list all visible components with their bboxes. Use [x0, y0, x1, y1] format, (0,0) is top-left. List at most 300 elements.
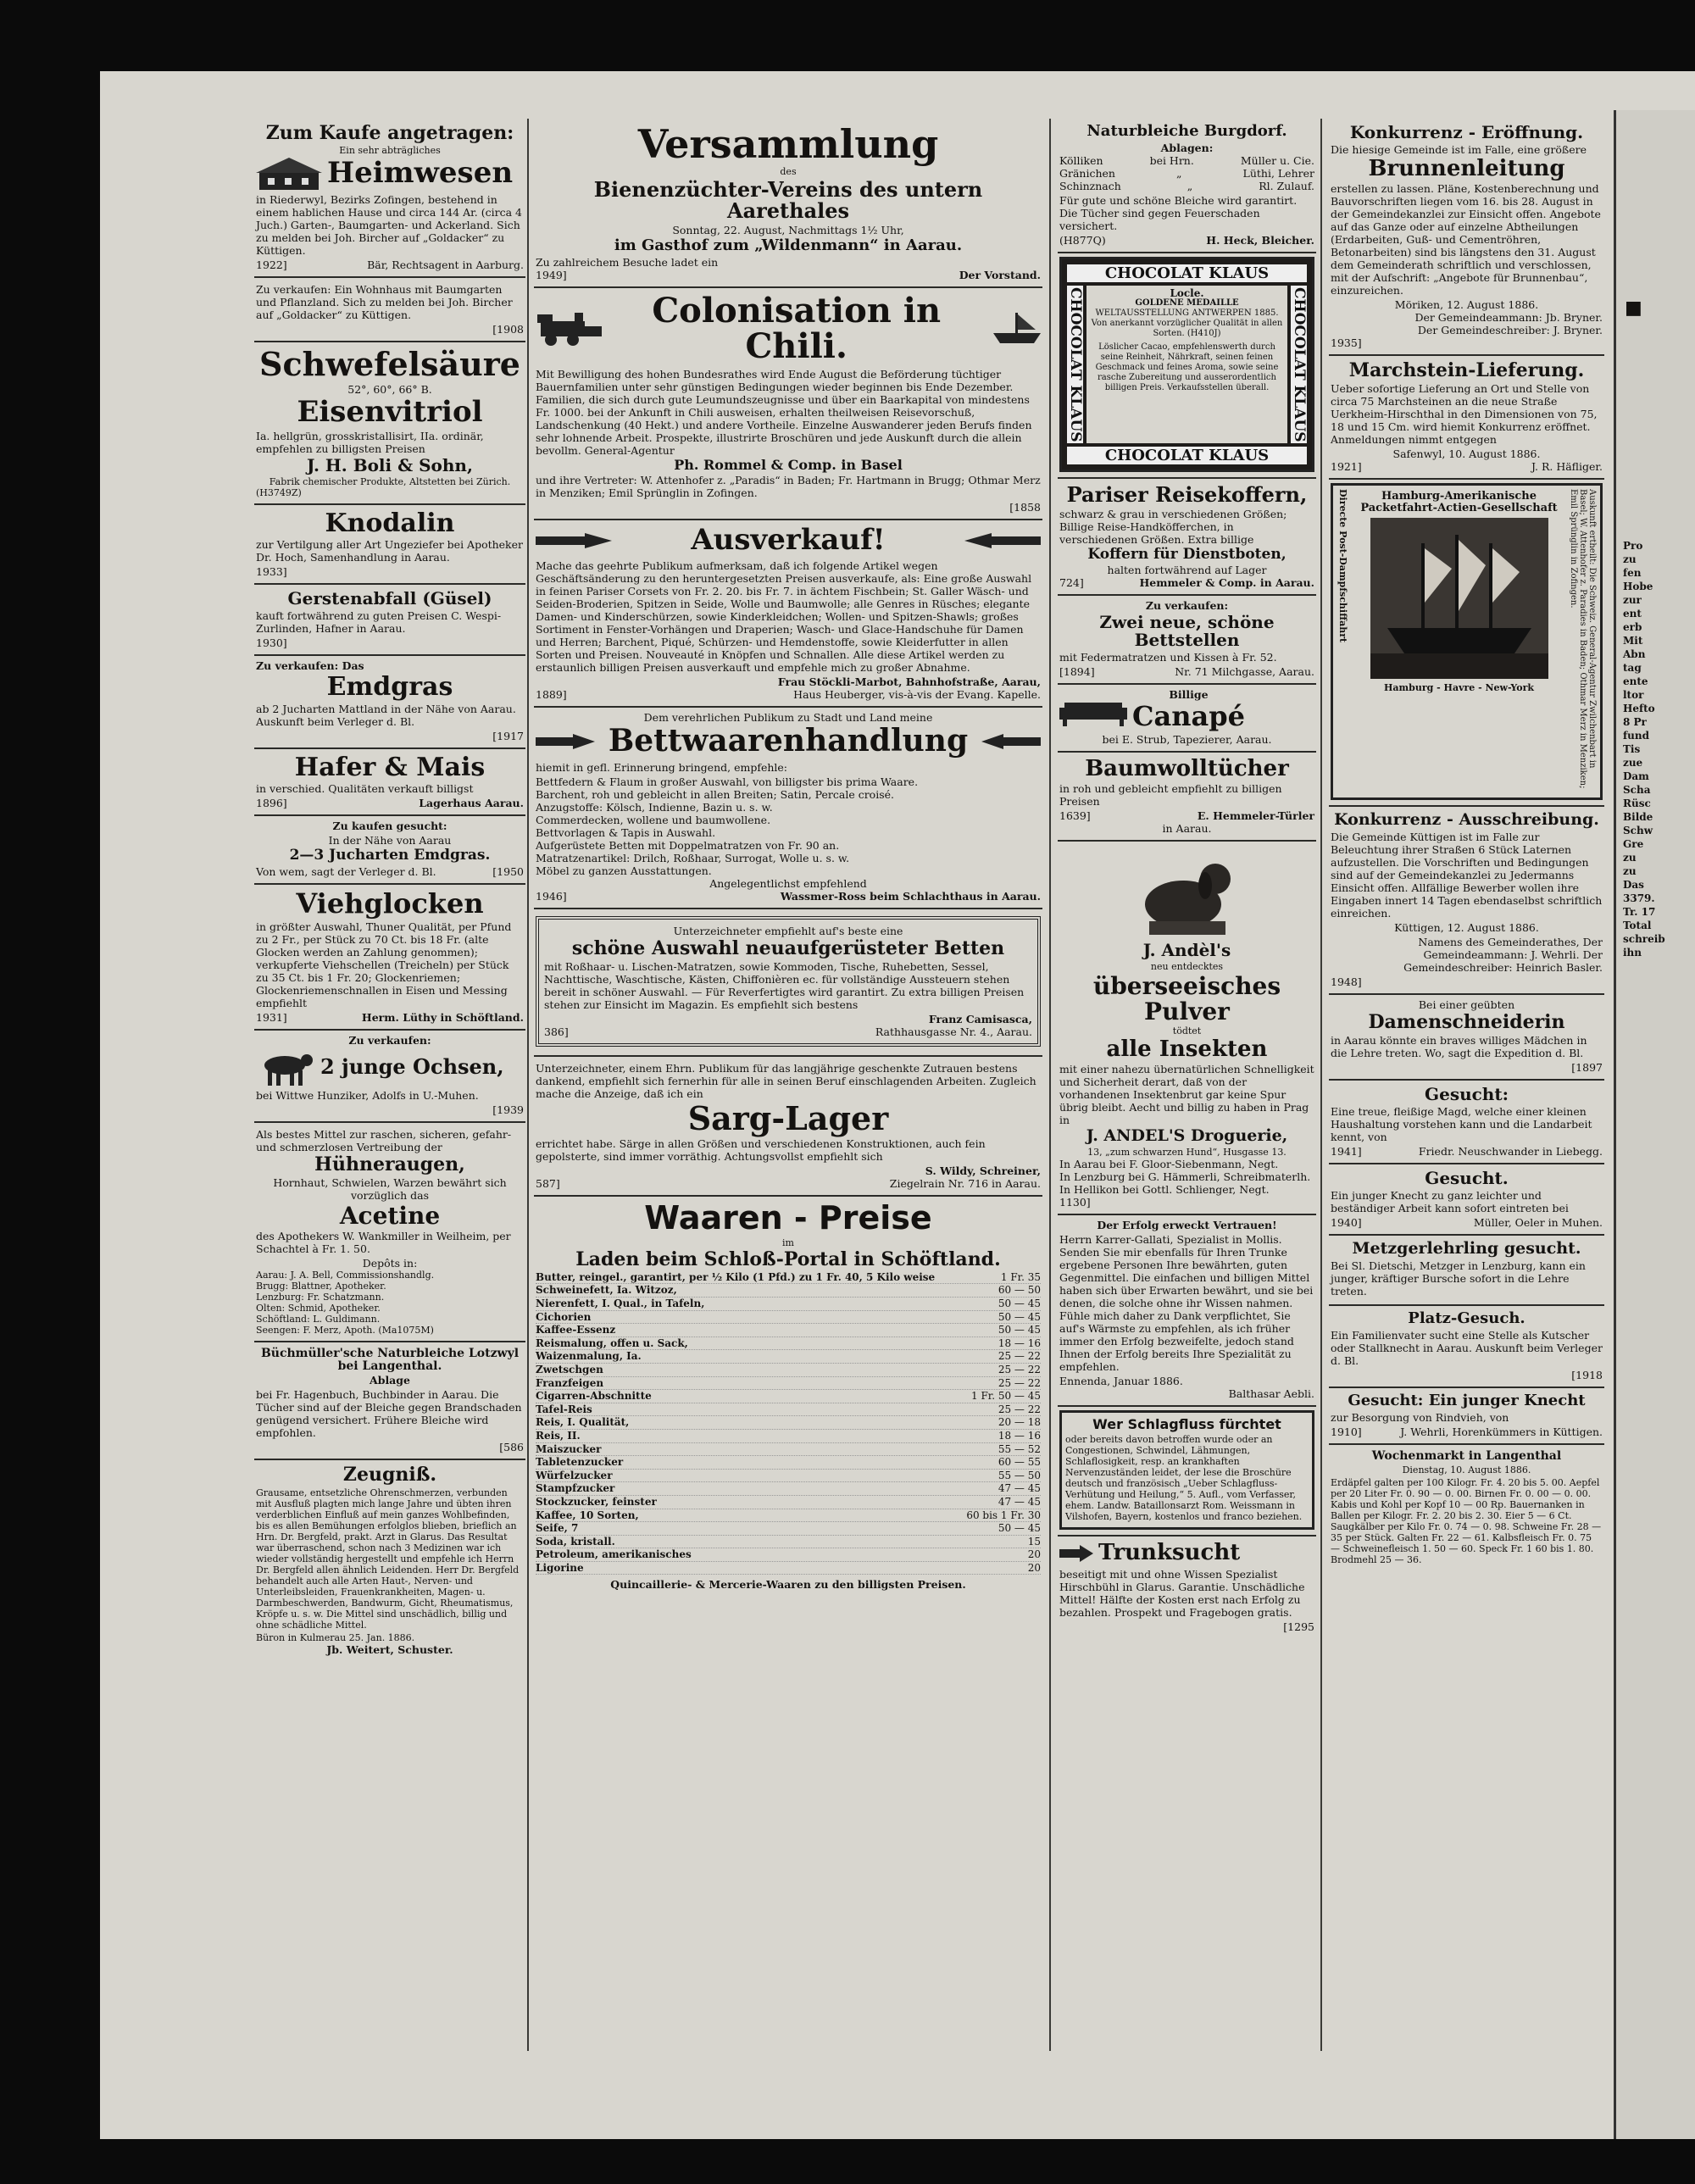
pointing-hand-icon [1059, 1543, 1093, 1564]
ad-agent: Auskunft ertheilt: Die Schweiz. General-Agentur Zwilchenbart in Basel; W. Attenhofer z. Paradies in Baden; Othmar Merz in Menziken; Emil Sprünglin in Zofingen. [1569, 489, 1597, 789]
ad-body: Erdäpfel galten per 100 Kilogr. Fr. 4. 20 bis 5. 00. Aepfel per 20 Liter Fr. 0. 90 — 0. 00. Birnen Fr. 0. 00 — 0. 00. Kabis und Kohl per Kopf 10 — 00 Rp. Bauernanken in Ballen per Kilogr. Fr. 2. 20 bis 2. 30. Eier 5 — 6 Ct. Saugkälber per Kilo Fr. 0. 74 — 0. 98. Schweine Fr. 28 — 35 per Stück. Galten Fr. 22 — 61. Kalbsfleisch Fr. 0. 75 — Schweinefleisch 1. 50 — 60. Speck Fr. 1 60 bis 1. 80. Brodmehl 25 — 36. [1331, 1476, 1602, 1565]
ad-heading: Billige [1169, 688, 1209, 702]
column-3 [1058, 119, 1316, 2059]
price-row [536, 1403, 1041, 1417]
fragment-text: Abn [1623, 648, 1646, 660]
fragment-text: Hobe [1623, 581, 1653, 592]
price-row [536, 1548, 1041, 1562]
ad-number: 1922] [256, 258, 287, 272]
ad-when: Sonntag, 22. August, Nachmittags 1½ Uhr, [672, 223, 904, 236]
ad-depots-list [1059, 1158, 1314, 1196]
ad-body: in größter Auswahl, Thuner Qualität, per Pfund zu 2 Fr., per Stück zu 70 Ct. bis 18 Fr. (alte Glocken werden an Zahlung genommen); verkupferte Viehschellen (Treicheln) per Stück zu 35 Ct. bis 1 Fr. 20; Glockenriemen; Glockenriemenschnallen in Eisen und Messing empfiehlt [256, 920, 512, 1009]
ad-title: Heimwesen [327, 156, 514, 191]
price-value: 47 — 45 [998, 1495, 1041, 1508]
ad-title: Zeugniß. [342, 1464, 437, 1487]
ad-damenschneiderin [1329, 995, 1604, 1081]
ad-signature: Müller, Oeler in Muhen. [1473, 1216, 1603, 1230]
table-cell: Kölliken [1059, 153, 1103, 167]
fragment-text: Pro [1623, 540, 1643, 552]
ad-platz-gesuch [1329, 1306, 1604, 1388]
price-value: 18 — 16 [998, 1337, 1041, 1349]
price-value: 55 — 52 [998, 1442, 1041, 1455]
ad-place: Safenwyl, 10. August 1886. [1392, 447, 1541, 461]
ad-body-2: errichtet habe. Särge in allen Größen und verschiedenen Konstruktionen, auch fein gepolsterte, sind immer vorräthig. Achtungsvollst empfiehlt sich [536, 1136, 986, 1163]
table-row [1059, 154, 1314, 167]
ad-title: Wer Schlagfluss fürchtet [1092, 1416, 1281, 1433]
column-2 [534, 119, 1042, 2059]
table-cell: Müller u. Cie. [1240, 153, 1314, 167]
ad-title: Wochenmarkt in Langenthal [1371, 1449, 1562, 1464]
list-item: In Aarau bei F. Gloor-Siebenmann, Negt. [1059, 1158, 1279, 1171]
price-row [536, 1324, 1041, 1337]
ad-invitation: Zu zahlreichem Besuche ladet ein [536, 255, 719, 269]
ox-icon [256, 1047, 315, 1087]
house-icon [256, 156, 322, 192]
fragment-text: ltor [1623, 689, 1644, 701]
ad-signature-2: Der Gemeindeschreiber: J. Bryner. [1417, 324, 1603, 337]
ad-subtitle: Laden beim Schloß-Portal in Schöftland. [575, 1248, 1001, 1270]
ad-title-2: alle Insekten [1106, 1036, 1268, 1063]
ad-signature: J. R. Häfliger. [1531, 460, 1603, 474]
price-value: 50 — 45 [998, 1310, 1041, 1323]
ad-signature: Jb. Weitert, Schuster. [326, 1642, 453, 1656]
price-row [536, 1430, 1041, 1443]
ad-body: hiemit in gefl. Erinnerung bringend, empfehle: [536, 760, 788, 774]
ad-heading: Unterzeichneter empfiehlt auf's beste eine [673, 924, 903, 937]
ad-title: 2—3 Jucharten Emdgras. [289, 847, 491, 864]
ad-body: Bei einer geübten [1418, 998, 1515, 1012]
ship-icon [992, 311, 1041, 347]
ad-number: [1894] [1059, 665, 1095, 679]
adjacent-page-mark: ■ [1625, 297, 1642, 319]
ad-body-2: erstellen zu lassen. Pläne, Kostenberechnung und Bauvorschriften liegen vom 16. bis 28. August in der Gemeindekanzlei zur Einsicht offen. Angebote auf das Ganze oder auf einzelne Abtheilungen (Erdarbeiten, Guß- und Cementröhren, Betonarbeiten) sind bis längstens den 31. August dem Gemeinderath schriftlich und verschlossen, mit der Aufschrift: „Angebote für Brunnenbau“, einzureichen. [1331, 182, 1601, 297]
ad-body: in roh und gebleicht empfiehlt zu billigen Preisen [1059, 782, 1282, 809]
fragment-text: fund [1623, 730, 1650, 742]
ad-signature: E. Hemmeler-Türler [1197, 809, 1314, 823]
price-item: Stampfzucker [536, 1482, 615, 1495]
ad-frame [536, 916, 1041, 1047]
ad-title: Gesucht. [1425, 1168, 1509, 1189]
ad-schlagfluss [1058, 1407, 1316, 1537]
ad-bettwaarenhandlung [534, 708, 1042, 909]
ad-body: Mache das geehrte Publikum aufmerksam, daß ich folgende Artikel wegen Geschäftsänderung zu den heruntergesetzten Preisen ausverkaufe, als: Eine große Auswahl in feinen Pariser Corsets von Fr. 2. 20. bis Fr. 7. in ächtem Fischbein; St. Galler Wäsch- und Seiden-Broderien, Spitzen in Seide, Wolle und Baumwolle; alle Genres in Rüsches; elegante Damen- und Kinderschürzen, sowie Kinderkleidchen; Wollen- und Spitzen-Shawls; großes Sortiment in Fenster-Vorhängen und Draperien; Wasch- und Glace-Handschuhe für Damen und Herren; Barchent, Piqué, Schürzen- und Hemdenstoffe, sowie Kleiderfutter in allen Sorten und Preisen. Nouveauté in Knöpfen und Schnallen. Alle diese Artikel werden zu erstaunlich billigen Preisen ausverkauft und empfehle mich zu großer Abnahme. [536, 559, 1032, 675]
price-row [536, 1482, 1041, 1496]
ad-body: mit Federmatratzen und Kissen à Fr. 52. [1059, 651, 1277, 664]
ad-side-text: Directe Post-Dampfschiffahrt [1337, 489, 1348, 643]
ad-item-list [536, 775, 1041, 877]
ad-bettstellen [1058, 596, 1316, 685]
list-item: Barchent, roh und gebleicht in allen Breiten; Satin, Percale croisé. [536, 787, 894, 801]
ad-heading: Zu verkaufen: Das [256, 659, 364, 673]
ad-title: Hühneraugen, [314, 1153, 465, 1175]
ad-trunksucht [1058, 1537, 1316, 1638]
ad-number: 1946] [536, 889, 567, 903]
ad-versammlung [534, 119, 1042, 288]
ad-ausverkauf [534, 520, 1042, 708]
ad-title: schöne Auswahl neuaufgerüsteter Betten [571, 936, 1005, 959]
price-row [536, 1509, 1041, 1523]
list-item: Seengen: F. Merz, Apoth. (Ma1075M) [256, 1325, 434, 1337]
ad-body: bei Fr. Hagenbuch, Buchbinder in Aarau. Die Tücher sind auf der Bleiche gegen Brandschaden genügend versichert. Frühere Bleiche wird empfohlen. [256, 1388, 522, 1440]
fragment-text: Mit [1623, 635, 1643, 647]
ad-where: im Gasthof zum „Wildenmann“ in Aarau. [614, 236, 963, 254]
ad-exhibition: WELTAUSSTELLUNG ANTWERPEN 1885. [1095, 308, 1279, 318]
ad-body: Ein Familienvater sucht eine Stelle als Kutscher oder Stallknecht in Aarau. Auskunft beim Verleger d. Bl. [1331, 1329, 1603, 1368]
ad-number: [1939 [492, 1103, 524, 1116]
price-value: 25 — 22 [998, 1350, 1041, 1363]
ad-title: Viehglocken [296, 887, 484, 920]
ad-body: Bei Sl. Dietschi, Metzger in Lenzburg, kann ein junger, kräftiger Bursche sofort in die Lehre treten. [1331, 1259, 1586, 1298]
ad-number: [1908 [492, 323, 524, 336]
ad-signature: Namens des Gemeinderathes, Der Gemeindeammann: J. Wehrli. Der Gemeindeschreiber: Heinrich Basler. [1403, 936, 1603, 975]
ad-signature: Lagerhaus Aarau. [419, 797, 524, 810]
price-value: 47 — 45 [998, 1482, 1041, 1495]
price-item: Nierenfett, I. Qual., in Tafeln, [536, 1298, 705, 1309]
pointing-hand-icon [536, 732, 595, 751]
list-item: Möbel zu ganzen Ausstattungen. [536, 864, 712, 877]
ad-body: bei Wittwe Hunziker, Adolfs in U.-Muhen. [256, 1088, 479, 1102]
ad-article: des [780, 166, 797, 178]
ad-ochsen [254, 1031, 525, 1123]
price-item: Butter, reingel., garantirt, per ½ Kilo (1 Pfd.) zu 1 Fr. 40, 5 Kilo weise [536, 1270, 936, 1283]
ad-body: Die hiesige Gemeinde ist im Falle, eine größere [1331, 143, 1587, 156]
ad-body: Zu verkaufen: Ein Wohnhaus mit Baumgarten und Pflanzland. Sich zu melden bei Joh. Bircher auf „Goldacker“ zu Küttigen. [256, 283, 513, 322]
fragment-text: 8 Pr [1623, 716, 1647, 728]
fragment-text: Tr. 17 [1623, 906, 1656, 918]
list-item: Lenzburg: Fr. Schatzmann. [256, 1292, 385, 1303]
ad-title: Knodalin [325, 508, 455, 538]
ad-address: Rathhausgasse Nr. 4., Aarau. [875, 1025, 1032, 1038]
list-item: Matratzenartikel: Drilch, Roßhaar, Surrogat, Wolle u. s. w. [536, 851, 850, 864]
price-item: Würfelzucker [536, 1469, 613, 1481]
fragment-text: zur [1623, 594, 1642, 606]
ad-body: Unterzeichneter, einem Ehrn. Publikum für das langjährige geschenkte Zutrauen bestens dankend, empfiehlt sich fernerhin für alle in seinen Beruf einschlagenden Arbeiten. Zugleich mache die Anzeige, daß ich ein [536, 1061, 1036, 1100]
ad-signature: Der Gemeindeammann: Jb. Bryner. [1414, 311, 1603, 325]
ad-body: Ueber sofortige Lieferung an Ort und Stelle von circa 75 Marchsteinen an die neue Straße Uerkheim-Hirschthal in den Dimensionen von 75, 18 und 15 Cm. wird hiemit Konkurrenz eröffnet. Anmeldungen nimmt entgegen [1331, 382, 1598, 447]
fragment-text: Hefto [1623, 703, 1655, 714]
ad-preposition: im [782, 1236, 794, 1248]
price-value: 15 [1027, 1535, 1041, 1548]
ad-route: Hamburg - Havre - New-York [1383, 681, 1535, 693]
price-item: Petroleum, amerikanisches [536, 1548, 692, 1561]
ad-number: 1948] [1331, 975, 1362, 989]
ad-number: 1889] [536, 688, 567, 702]
ad-body: Ein junger Knecht zu ganz leichter und beständiger Arbeit kann sofort eintreten bei [1331, 1189, 1569, 1215]
ad-firm: J. H. Boli & Sohn, [307, 454, 473, 475]
table-cell: Lüthi, Lehrer [1242, 166, 1314, 180]
ad-viehglocken [254, 885, 525, 1031]
ad-chocolat-klaus [1058, 253, 1316, 480]
ad-signature: Franz Camisasca, [928, 1012, 1032, 1025]
ad-title: Baumwolltücher [1085, 756, 1289, 782]
ad-signature: H. Heck, Bleicher. [1206, 233, 1314, 247]
ad-title: Marchstein-Lieferung. [1348, 359, 1585, 382]
price-value: 50 — 45 [998, 1522, 1041, 1535]
ad-number: [586 [499, 1441, 524, 1454]
ad-number: 1130] [1059, 1196, 1091, 1209]
ad-junger-knecht [1329, 1388, 1604, 1445]
fragment-text: 3379. [1623, 892, 1655, 904]
ad-heimwesen [254, 119, 525, 278]
ad-waaren-preise [534, 1197, 1042, 1597]
ad-title: Bettwaarenhandlung [608, 723, 969, 759]
price-row [536, 1390, 1041, 1403]
price-value: 60 — 50 [998, 1284, 1041, 1297]
ad-depot-table [1059, 154, 1314, 192]
ad-place: Büron in Kulmerau 25. Jan. 1886. [256, 1631, 415, 1643]
fragment-text: Dam [1623, 770, 1649, 782]
ad-body: Von anerkannt vorzüglicher Qualität in allen Sorten. (H410J) [1091, 318, 1283, 338]
ad-body: Für gute und schöne Bleiche wird garantirt. Die Tücher sind gegen Feuerschaden versichert. [1059, 193, 1298, 232]
ad-signature: bei E. Strub, Tapezierer, Aarau. [1102, 733, 1272, 747]
ad-body: zur Besorgung von Rindvieh, von [1331, 1411, 1509, 1425]
price-row [536, 1416, 1041, 1430]
ad-canape [1058, 685, 1316, 753]
ad-signature: Friedr. Neuschwander in Liebegg. [1418, 1145, 1603, 1159]
column-rule [1049, 119, 1051, 2051]
price-value: 60 — 55 [998, 1456, 1041, 1469]
fragment-text: ent [1623, 608, 1642, 620]
price-list [536, 1271, 1041, 1575]
ad-title: Konkurrenz - Eröffnung. [1349, 122, 1584, 142]
fragment-text: erb [1623, 621, 1642, 633]
ad-depots-heading: Depôts in: [362, 1257, 418, 1270]
price-item: Cigarren-Abschnitte [536, 1390, 652, 1403]
ad-title: Metzgerlehrling gesucht. [1352, 1239, 1581, 1259]
dog-illustration-icon [1124, 847, 1251, 940]
price-item: Seife, 7 [536, 1522, 579, 1535]
list-item: Aarau: J. A. Bell, Commissionshandlg. [256, 1270, 435, 1281]
ad-gerstenabfall [254, 585, 525, 656]
table-cell: Gränichen [1059, 166, 1115, 180]
ad-heading: Der Erfolg erweckt Vertrauen! [1097, 1219, 1277, 1232]
ad-place: Küttigen, 12. August 1886. [1394, 921, 1539, 935]
chocolat-klaus-panel [1059, 257, 1314, 473]
price-item: Tabletenzucker [536, 1456, 624, 1469]
ad-signature: Hemmeler & Comp. in Aarau. [1139, 576, 1314, 590]
ad-schwefelsaeure [254, 342, 525, 505]
list-item: In Lenzburg bei G. Hämmerli, Schreibmaterlh. [1059, 1170, 1311, 1184]
price-value: 18 — 16 [998, 1429, 1041, 1442]
price-value: 60 bis 1 Fr. 30 [966, 1509, 1041, 1521]
ad-naturbleiche-burgdorf [1058, 119, 1316, 253]
ad-number: 1639] [1059, 809, 1091, 823]
ad-number: 724] [1059, 576, 1084, 590]
ad-number: [1295 [1283, 1620, 1314, 1634]
ad-body-2: Von wem, sagt der Verleger d. Bl. [256, 865, 436, 879]
ad-body: Eine treue, fleißige Magd, welche einer kleinen Haushaltung vorstehen kann und die Landarbeit kennt, von [1331, 1105, 1592, 1144]
ad-body: mit Roßhaar- u. Lischen-Matratzen, sowie Kommoden, Tische, Ruhebetten, Sessel, Nachttische, Waschtische, Kästen, Chiffonièren ec. für vollständige Aussteuern stehen bereit in schöner Auswahl. — Für Reverfertigtes wird garantirt. Zu extra billigen Preisen stehen zur Einsicht im Magazin. Es empfiehlt sich bestens [544, 959, 1025, 1011]
ad-firm: J. ANDEL'S Droguerie, [1086, 1126, 1288, 1146]
price-row [536, 1337, 1041, 1351]
ad-body: Als bestes Mittel zur raschen, sicheren, gefahr- und schmerzlosen Vertreibung der [256, 1127, 512, 1153]
column-1 [254, 119, 525, 2059]
fragment-text: Tis [1623, 743, 1641, 755]
ad-wohnhaus [254, 278, 525, 342]
fragment-text: Total [1623, 920, 1652, 931]
price-value: 50 — 45 [998, 1298, 1041, 1309]
ad-title: Gesucht: [1425, 1084, 1509, 1105]
table-row [1059, 167, 1314, 180]
price-value: 55 — 50 [998, 1469, 1041, 1481]
ad-title: Damenschneiderin [1368, 1011, 1565, 1034]
table-cell: Rl. Zulauf. [1259, 179, 1314, 192]
ad-firm-address: 13, „zum schwarzen Hund“, Husgasse 13. [1087, 1147, 1287, 1159]
price-item: Reismalung, offen u. Sack, [536, 1337, 688, 1349]
ad-hafer-mais [254, 749, 525, 817]
ad-title: Emdgras [326, 672, 453, 703]
ad-signature: S. Wildy, Schreiner, [925, 1164, 1041, 1177]
price-item: Franzfeigen [536, 1376, 604, 1389]
sofa-icon [1059, 694, 1127, 728]
price-row [536, 1536, 1041, 1549]
ad-acetine [254, 1123, 525, 1342]
ad-number: 1931] [256, 1010, 287, 1024]
price-item: Maiszucker [536, 1442, 602, 1455]
ad-reisekoffern [1058, 479, 1316, 596]
fragment-text: zu [1623, 553, 1637, 565]
ad-body: oder bereits davon betroffen wurde oder an Congestionen, Schwindel, Lähmungen, Schlaflosigkeit, resp. an krankhaften Nervenzuständen leidet, der lese die Broschüre deutsch und französisch „Ueber Schlagfluss-Verhütung und Heilung,“ 5. Aufl., vom Verfasser, ehem. Landw. Bataillonsarzt Rom. Weissmann in Vilshofen, Bayern, kostenlos und franco beziehen. [1065, 1434, 1303, 1523]
ad-medal: GOLDENE MEDAILLE [1135, 297, 1239, 308]
ad-brand-top: CHOCOLAT KLAUS [1067, 264, 1307, 282]
price-item: Waizenmalung, Ia. [536, 1350, 642, 1363]
price-row [536, 1443, 1041, 1457]
fragment-text: zue [1623, 757, 1643, 769]
table-cell: bei Hrn. [1149, 153, 1194, 167]
list-item: Brugg: Blattner, Apotheker. [256, 1281, 386, 1292]
ad-title: Zwei neue, schöne Bettstellen [1099, 612, 1275, 651]
ad-subheading: Ablagen: [1160, 141, 1214, 154]
table-cell: Schinznach [1059, 179, 1121, 192]
ad-number: [1858 [1009, 501, 1041, 514]
price-value: 20 [1027, 1561, 1041, 1574]
price-row [536, 1496, 1041, 1509]
ad-place: Ennenda, Januar 1886. [1059, 1375, 1183, 1388]
ad-closing: Angelegentlichst empfehlend [709, 876, 867, 890]
ad-address: in Aarau. [1162, 822, 1212, 836]
ad-brand-right: CHOCOLAT KLAUS [1291, 286, 1308, 442]
ad-title: Hamburg-Amerikanische Packetfahrt-Actien-Gesellschaft [1360, 490, 1558, 515]
ad-body: kauft fortwährend zu guten Preisen C. Wespi-Zurlinden, Hafner in Aarau. [256, 609, 502, 636]
ad-body-2: Löslicher Cacao, empfehlenswerth durch seine Reinheit, Nährkraft, seinen feinen Geschmack und feines Aroma, sowie seine rasche Zubereitung und ausserordentlich billigen Preis. Verkaufsstellen überall. [1095, 342, 1279, 392]
fragment-text: Das [1623, 879, 1644, 891]
ad-body: mit einer nahezu übernatürlichen Schnelligkeit und Sicherheit derart, daß von der vorhandenen Insektenbrut gar keine Spur übrig bleibt. Aecht und billig zu haben in Prag in [1059, 1063, 1314, 1127]
ad-body: ab 2 Jucharten Mattland in der Nähe von Aarau. Auskunft beim Verleger d. Bl. [256, 702, 516, 728]
ad-brand-left: CHOCOLAT KLAUS [1067, 286, 1084, 442]
price-item: Reis, II. [536, 1429, 581, 1442]
table-row [1059, 180, 1314, 192]
ad-title: überseeisches Pulver [1092, 972, 1281, 1025]
ad-number: [1950 [492, 865, 524, 879]
ad-number: 1921] [1331, 460, 1362, 474]
ad-marchstein [1329, 356, 1604, 480]
ad-firm-name: J. Andèl's [1142, 940, 1231, 961]
ad-footer: Quincaillerie- & Mercerie-Waaren zu den billigsten Preisen. [610, 1578, 966, 1592]
ad-zeugnis [254, 1460, 525, 1660]
table-cell: „ [1186, 179, 1193, 192]
ad-body: Mit Bewilligung des hohen Bundesrathes wird Ende August die Beförderung tüchtiger Bauernfamilien unter sehr günstigen Bedingungen wieder beginnen bis Ende Dezember. Familien, die sich durch gute Leumundszeugnisse und über ein Baarkapital von mindestens Fr. 1000. bei der Ankunft in Chili ausweisen, erhalten theilweisen Reisevorschuß, Landschenkung (40 Hekt.) und andere Vortheile. Einzelne Auswanderer jeden Berufs finden sehr lohnende Arbeit. Prospekte, illustrirte Broschüren und jede Auskunft durch die allein bevollm. General-Agentur [536, 367, 1032, 457]
price-row [536, 1364, 1041, 1377]
ad-signature: Wassmer-Ross beim Schlachthaus in Aarau. [780, 889, 1041, 903]
price-row [536, 1470, 1041, 1483]
ad-brand-bottom: CHOCOLAT KLAUS [1067, 447, 1307, 464]
ad-body: beseitigt mit und ohne Wissen Spezialist Hirschbühl in Glarus. Garantie. Unschädliche Mittel! Hälfte der Kosten erst nach Erfolg zu bezahlen. Prospekt und Fragebogen gratis. [1059, 1568, 1305, 1620]
ad-title: Büchmüller'sche Naturbleiche Lotzwyl bei Langenthal. [260, 1347, 520, 1373]
ad-number: 587] [536, 1176, 560, 1190]
list-item: Olten: Schmid, Apotheker. [256, 1303, 381, 1314]
price-value: 20 [1027, 1548, 1041, 1561]
ad-mollis [1058, 1215, 1316, 1407]
ad-andel-pulver [1058, 842, 1316, 1215]
ad-place: Möriken, 12. August 1886. [1394, 298, 1539, 312]
price-row [536, 1284, 1041, 1298]
ad-title: Colonisation in Chili. [652, 290, 942, 366]
ad-address: Nr. 71 Milchgasse, Aarau. [1175, 665, 1314, 679]
ad-number: (H3749Z) [256, 486, 302, 498]
steamship-illustration-icon [1370, 518, 1548, 679]
fragment-text: ihn [1623, 947, 1642, 959]
ad-verb: tödtet [1172, 1025, 1202, 1037]
price-row [536, 1456, 1041, 1470]
ad-heading: Zu verkaufen: [348, 1033, 431, 1047]
ad-firm-detail: Fabrik chemischer Produkte, Altstetten bei Zürich. [269, 475, 511, 487]
ad-wochenmarkt [1329, 1445, 1604, 1572]
price-item: Zwetschgen [536, 1363, 603, 1375]
ad-heading: Zu kaufen gesucht: [332, 820, 447, 833]
ad-title-2: Koffern für Dienstboten, [1087, 545, 1287, 563]
ad-intro: Dem verehrlichen Publikum zu Stadt und Land meine [643, 711, 933, 725]
column-rule [1320, 119, 1322, 2051]
price-row [536, 1271, 1041, 1285]
ad-body: Ia. hellgrün, grosskristallisirt, IIa. ordinär, empfehlen zu billigsten Preisen [256, 429, 484, 455]
ad-signature: Herm. Lüthy in Schöftland. [361, 1010, 524, 1024]
ad-depots-list [256, 1270, 524, 1336]
fragment-text: ente [1623, 675, 1648, 687]
ad-place: Locle. [1170, 286, 1204, 299]
fragment-text: Scha [1623, 784, 1651, 796]
price-value: 20 — 18 [998, 1416, 1041, 1429]
price-value: 25 — 22 [998, 1363, 1041, 1375]
ad-title: Canapé [1132, 700, 1245, 733]
ad-sarg-lager [534, 1057, 1042, 1197]
price-item: Cichorien [536, 1310, 592, 1323]
ad-colonisation-chili [534, 288, 1042, 521]
ad-body: in verschied. Qualitäten verkauft billigst [256, 782, 474, 796]
ad-heading: Zu verkaufen: [1145, 599, 1229, 613]
ad-body: Herrn Karrer-Gallati, Spezialist in Mollis. Senden Sie mir ebenfalls für Ihren Trunke ergebene Personen Ihre bewährten, guten Gegenmittel. Die einfachen und billigen Mittel haben sich über Erwarten bewährt, und sie bei denen, die solche ohne ihr Wissen nahmen. Fühle mich daher zu Dank verpflichtet, Sie auf's Wärmste zu empfehlen, als ich früher immer den Erfolg bezweifelte, jedoch stand Ihnen der Erfolg bereits Ihre Spezialität zu empfehlen. [1059, 1233, 1314, 1374]
price-item: Ligorine [536, 1561, 584, 1574]
ad-title: Gerstenabfall (Güsel) [287, 588, 492, 609]
fragment-text: fen [1623, 567, 1642, 579]
ad-number: 1910] [1331, 1425, 1362, 1439]
ad-title: Konkurrenz - Ausschreibung. [1334, 810, 1599, 830]
ad-title: Platz-Gesuch. [1408, 1309, 1526, 1328]
price-value: 25 — 22 [998, 1403, 1041, 1415]
list-item: Schöftland: L. Guldimann. [256, 1314, 381, 1325]
ad-number: 1935] [1331, 336, 1362, 350]
ad-address: Ziegelrain Nr. 716 in Aarau. [889, 1176, 1041, 1190]
ad-number: [1917 [492, 729, 524, 742]
ad-number: [1918 [1571, 1369, 1603, 1382]
ad-signature: J. Wehrli, Horenkümmers in Küttigen. [1400, 1425, 1603, 1439]
price-row [536, 1562, 1041, 1575]
ad-magd-gesucht [1329, 1081, 1604, 1164]
ad-body: In der Nähe von Aarau [328, 834, 452, 847]
price-item: Tafel-Reis [536, 1403, 592, 1415]
ad-camisasca [534, 909, 1042, 1057]
ad-brunnenleitung [1329, 119, 1604, 356]
ad-subheading: Ein sehr abträgliches [339, 145, 441, 157]
